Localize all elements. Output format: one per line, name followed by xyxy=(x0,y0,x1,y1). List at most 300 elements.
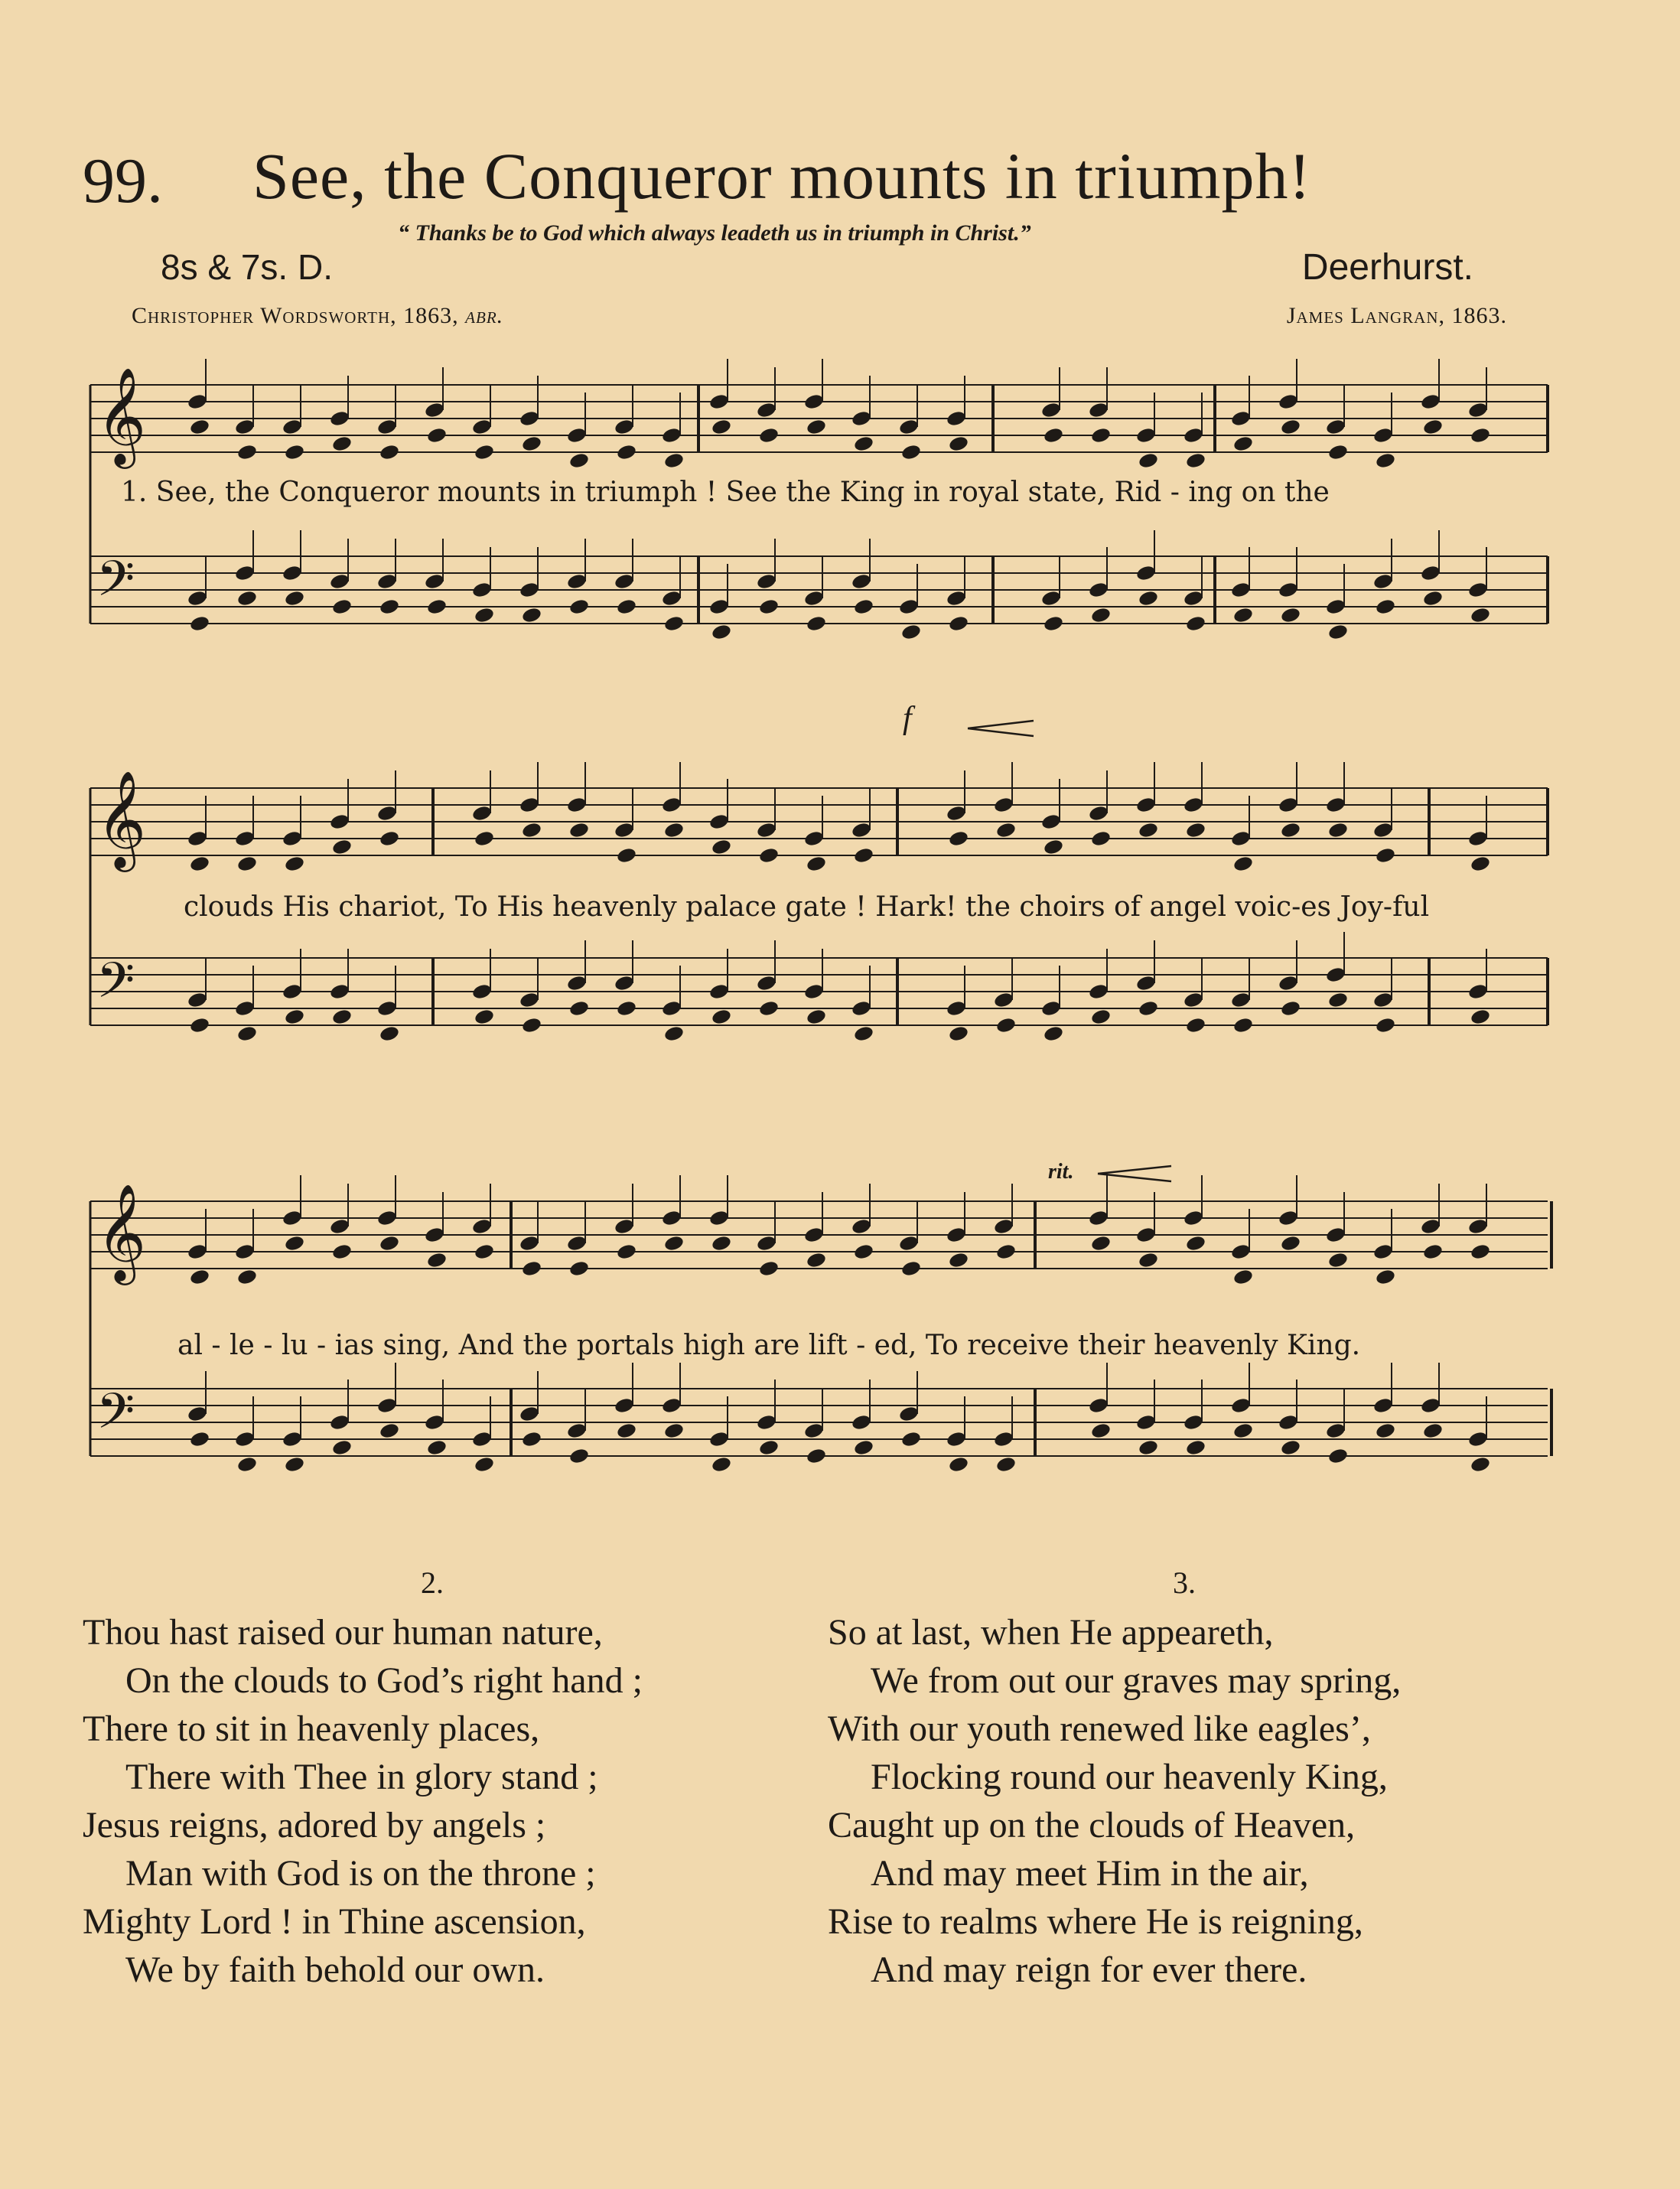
note-head xyxy=(756,1234,777,1252)
note-head xyxy=(236,1268,258,1285)
note-head xyxy=(471,804,493,822)
staff-system-1-graphic xyxy=(83,356,1567,662)
note-head xyxy=(708,598,730,615)
author-abbreviation: abr. xyxy=(465,303,504,328)
note-head xyxy=(187,1243,208,1260)
note-head xyxy=(614,572,635,590)
music-system-2 xyxy=(83,701,1567,1071)
note-head xyxy=(471,1217,493,1235)
note-head xyxy=(331,1243,353,1260)
note-head xyxy=(946,1430,967,1448)
music-system-3 xyxy=(83,1160,1567,1530)
note-head xyxy=(663,614,685,632)
note-head xyxy=(1232,606,1254,624)
note-head xyxy=(806,1251,827,1269)
note-head xyxy=(474,1008,495,1025)
note-head xyxy=(1375,598,1396,615)
note-head xyxy=(566,1234,588,1252)
note-head xyxy=(1422,1243,1444,1260)
note-head xyxy=(614,974,635,992)
note-head xyxy=(282,1209,303,1226)
note-head xyxy=(521,435,542,452)
note-head xyxy=(661,426,682,444)
note-head xyxy=(614,1396,635,1414)
verse-3-line: So at last, when He appeareth, xyxy=(828,1612,1274,1653)
note-head xyxy=(189,1016,210,1034)
note-head xyxy=(756,401,777,419)
note-head xyxy=(568,598,590,615)
note-head xyxy=(1467,1217,1489,1235)
note-head xyxy=(900,1430,922,1448)
note-head xyxy=(1043,426,1064,444)
note-head xyxy=(521,1016,542,1034)
note-head xyxy=(1183,1413,1204,1431)
note-head xyxy=(1375,846,1396,864)
note-head xyxy=(566,796,588,813)
note-head xyxy=(1040,589,1062,607)
bass-clef: 𝄢 xyxy=(96,1383,135,1452)
note-head xyxy=(1375,1016,1396,1034)
note-head xyxy=(331,838,353,855)
note-head xyxy=(1325,1422,1346,1439)
note-head xyxy=(851,1217,872,1235)
note-head xyxy=(187,1405,208,1422)
note-head xyxy=(519,991,540,1008)
note-head xyxy=(1185,1438,1206,1456)
note-head xyxy=(1135,426,1157,444)
note-head xyxy=(1230,409,1252,427)
note-head xyxy=(189,614,210,632)
note-head xyxy=(1278,1413,1299,1431)
verse-2-line: Jesus reigns, adored by angels ; xyxy=(83,1805,546,1845)
note-head xyxy=(1090,606,1112,624)
note-head xyxy=(851,821,872,839)
note-head xyxy=(1135,796,1157,813)
note-head xyxy=(1467,829,1489,847)
note-head xyxy=(234,1243,256,1260)
note-head xyxy=(806,614,827,632)
note-head xyxy=(236,1024,258,1042)
note-head xyxy=(189,418,210,435)
note-head xyxy=(1138,451,1159,469)
note-head xyxy=(282,1430,303,1448)
note-head xyxy=(1280,821,1301,839)
note-head xyxy=(1470,426,1491,444)
note-head xyxy=(995,1455,1017,1473)
note-head xyxy=(948,1251,969,1269)
note-head xyxy=(900,623,922,640)
note-head xyxy=(708,982,730,1000)
note-head xyxy=(1280,1234,1301,1252)
note-head xyxy=(616,443,637,461)
note-head xyxy=(1278,974,1299,992)
note-head xyxy=(1280,418,1301,435)
note-head xyxy=(376,418,398,435)
verse-3 xyxy=(828,1608,1401,1994)
note-head xyxy=(948,435,969,452)
note-head xyxy=(663,451,685,469)
note-head xyxy=(379,443,400,461)
note-head xyxy=(1135,564,1157,581)
note-head xyxy=(1422,418,1444,435)
note-head xyxy=(189,855,210,872)
verse-2-line: There to sit in heavenly places, xyxy=(83,1709,540,1749)
note-head xyxy=(1230,1243,1252,1260)
note-head xyxy=(1327,443,1349,461)
note-head xyxy=(521,1430,542,1448)
note-head xyxy=(995,821,1017,839)
note-head xyxy=(379,1234,400,1252)
note-head xyxy=(1043,614,1064,632)
note-head xyxy=(474,1455,495,1473)
note-head xyxy=(284,855,305,872)
note-head xyxy=(1470,1008,1491,1025)
note-head xyxy=(284,1008,305,1025)
note-head xyxy=(1040,401,1062,419)
note-head xyxy=(331,598,353,615)
author-credit xyxy=(132,303,503,329)
ritardando-marking: rit. xyxy=(1048,1160,1074,1184)
note-head xyxy=(898,418,920,435)
note-head xyxy=(708,813,730,830)
note-head xyxy=(1375,451,1396,469)
note-head xyxy=(566,1422,588,1439)
note-head xyxy=(471,1430,493,1448)
note-head xyxy=(1088,804,1109,822)
note-head xyxy=(1183,796,1204,813)
note-head xyxy=(1372,426,1394,444)
note-head xyxy=(1230,991,1252,1008)
note-head xyxy=(1278,393,1299,410)
note-head xyxy=(1040,813,1062,830)
note-head xyxy=(1375,1422,1396,1439)
note-head xyxy=(948,1455,969,1473)
note-head xyxy=(898,1405,920,1422)
note-head xyxy=(234,999,256,1017)
verse-3-line: We from out our graves may spring, xyxy=(871,1660,1402,1701)
note-head xyxy=(1185,451,1206,469)
note-head xyxy=(1467,982,1489,1000)
verse-3-line: With our youth renewed like eagles’, xyxy=(828,1709,1371,1749)
note-head xyxy=(711,418,732,435)
note-head xyxy=(853,598,874,615)
note-head xyxy=(853,846,874,864)
note-head xyxy=(1420,1217,1441,1235)
note-head xyxy=(1327,1251,1349,1269)
note-head xyxy=(946,999,967,1017)
note-head xyxy=(1278,796,1299,813)
note-head xyxy=(189,1268,210,1285)
note-head xyxy=(1470,1455,1491,1473)
verse-2-number: 2. xyxy=(421,1565,444,1600)
note-head xyxy=(995,1243,1017,1260)
author-name: Christopher Wordsworth, 1863, xyxy=(132,303,459,328)
note-head xyxy=(1372,821,1394,839)
note-head xyxy=(1138,589,1159,607)
note-head xyxy=(1280,606,1301,624)
note-head xyxy=(993,1217,1014,1235)
note-head xyxy=(853,1243,874,1260)
lyric-line-2: clouds His chariot, To His heavenly palace gate ! Hark! the choirs of angel voic-es Joy-ful xyxy=(184,891,1430,923)
note-head xyxy=(756,572,777,590)
note-head xyxy=(187,393,208,410)
verse-2 xyxy=(83,1608,643,1994)
note-head xyxy=(568,999,590,1017)
composer-credit: James Langran, 1863. xyxy=(1286,303,1507,328)
note-head xyxy=(1183,426,1204,444)
note-head xyxy=(1327,623,1349,640)
note-head xyxy=(471,418,493,435)
note-head xyxy=(756,1413,777,1431)
note-head xyxy=(711,838,732,855)
note-head xyxy=(379,829,400,847)
note-head xyxy=(331,1438,353,1456)
note-head xyxy=(379,1024,400,1042)
note-head xyxy=(284,1455,305,1473)
diminuendo-hairpin xyxy=(1096,1165,1173,1183)
note-head xyxy=(1230,829,1252,847)
note-head xyxy=(803,982,825,1000)
note-head xyxy=(756,821,777,839)
note-head xyxy=(282,564,303,581)
verse-3-line: And may reign for ever there. xyxy=(871,1950,1307,1990)
note-head xyxy=(424,1413,445,1431)
note-head xyxy=(663,1234,685,1252)
note-head xyxy=(1138,1251,1159,1269)
note-head xyxy=(424,401,445,419)
note-head xyxy=(1420,1396,1441,1414)
note-head xyxy=(282,829,303,847)
verse-2-line: Mighty Lord ! in Thine ascension, xyxy=(83,1901,586,1942)
note-head xyxy=(471,581,493,598)
note-head xyxy=(376,1396,398,1414)
tune-name: Deerhurst. xyxy=(1301,247,1473,288)
note-head xyxy=(474,829,495,847)
note-head xyxy=(663,1422,685,1439)
note-head xyxy=(376,572,398,590)
note-head xyxy=(329,1217,350,1235)
note-head xyxy=(1088,1209,1109,1226)
note-head xyxy=(663,821,685,839)
note-head xyxy=(1232,435,1254,452)
epigraph: “ Thanks be to God which always leadeth us in triumph in Christ.” xyxy=(398,220,1031,246)
note-head xyxy=(948,614,969,632)
note-head xyxy=(519,796,540,813)
note-head xyxy=(1325,796,1346,813)
note-head xyxy=(1372,1396,1394,1414)
note-head xyxy=(329,409,350,427)
note-head xyxy=(426,1438,448,1456)
note-head xyxy=(853,435,874,452)
note-head xyxy=(756,974,777,992)
note-head xyxy=(900,443,922,461)
note-head xyxy=(758,999,780,1017)
note-head xyxy=(1232,855,1254,872)
note-head xyxy=(329,1413,350,1431)
verse-2-line: On the clouds to God’s right hand ; xyxy=(125,1660,643,1701)
note-head xyxy=(1185,821,1206,839)
note-head xyxy=(1470,606,1491,624)
note-head xyxy=(616,1243,637,1260)
note-head xyxy=(806,418,827,435)
note-head xyxy=(898,598,920,615)
note-head xyxy=(616,999,637,1017)
note-head xyxy=(284,1234,305,1252)
note-head xyxy=(1325,966,1346,983)
note-head xyxy=(331,435,353,452)
note-head xyxy=(946,804,967,822)
note-head xyxy=(282,418,303,435)
note-head xyxy=(851,999,872,1017)
note-head xyxy=(1230,1396,1252,1414)
note-head xyxy=(1327,991,1349,1008)
note-head xyxy=(376,1209,398,1226)
note-head xyxy=(1230,581,1252,598)
note-head xyxy=(1375,1268,1396,1285)
note-head xyxy=(1470,855,1491,872)
note-head xyxy=(1278,581,1299,598)
note-head xyxy=(282,982,303,1000)
note-head xyxy=(521,606,542,624)
note-head xyxy=(379,598,400,615)
note-head xyxy=(568,821,590,839)
note-head xyxy=(803,589,825,607)
note-head xyxy=(1422,589,1444,607)
note-head xyxy=(1183,1209,1204,1226)
note-head xyxy=(1278,1209,1299,1226)
note-head xyxy=(803,393,825,410)
note-head xyxy=(1138,821,1159,839)
note-head xyxy=(711,1008,732,1025)
note-head xyxy=(1090,1234,1112,1252)
note-head xyxy=(1467,581,1489,598)
note-head xyxy=(1138,1438,1159,1456)
note-head xyxy=(236,443,258,461)
note-head xyxy=(946,1226,967,1243)
note-head xyxy=(1185,614,1206,632)
note-head xyxy=(708,1430,730,1448)
verse-3-number: 3. xyxy=(1173,1565,1196,1600)
note-head xyxy=(1470,1243,1491,1260)
treble-clef: 𝄞 xyxy=(96,366,147,464)
note-head xyxy=(1327,821,1349,839)
hymn-number: 99. xyxy=(83,145,163,217)
note-head xyxy=(1088,1396,1109,1414)
note-head xyxy=(1325,1226,1346,1243)
note-head xyxy=(187,829,208,847)
treble-clef: 𝄞 xyxy=(96,1183,147,1281)
note-head xyxy=(566,426,588,444)
note-head xyxy=(1043,838,1064,855)
note-head xyxy=(995,1016,1017,1034)
note-head xyxy=(329,982,350,1000)
note-head xyxy=(1232,1016,1254,1034)
note-head xyxy=(1088,581,1109,598)
note-head xyxy=(614,821,635,839)
note-head xyxy=(948,829,969,847)
note-head xyxy=(1135,1413,1157,1431)
note-head xyxy=(284,443,305,461)
music-system-1 xyxy=(83,356,1567,662)
note-head xyxy=(946,409,967,427)
verse-2-line: We by faith behold our own. xyxy=(125,1950,545,1990)
note-head xyxy=(376,999,398,1017)
note-head xyxy=(758,1259,780,1277)
note-head xyxy=(1090,426,1112,444)
note-head xyxy=(234,564,256,581)
note-head xyxy=(614,1217,635,1235)
note-head xyxy=(661,1396,682,1414)
verse-3-line: Flocking round our heavenly King, xyxy=(871,1757,1388,1797)
note-head xyxy=(616,598,637,615)
note-head xyxy=(1325,598,1346,615)
note-head xyxy=(758,426,780,444)
note-head xyxy=(806,1447,827,1464)
verse-3-line: Caught up on the clouds of Heaven, xyxy=(828,1805,1356,1845)
note-head xyxy=(1325,418,1346,435)
note-head xyxy=(474,1243,495,1260)
hymn-title: See, the Conqueror mounts in triumph! xyxy=(252,139,1312,213)
note-head xyxy=(1280,999,1301,1017)
note-head xyxy=(424,572,445,590)
bass-clef: 𝄢 xyxy=(96,551,135,620)
note-head xyxy=(993,1430,1014,1448)
note-head xyxy=(851,409,872,427)
note-head xyxy=(1232,1268,1254,1285)
note-head xyxy=(661,1209,682,1226)
note-head xyxy=(568,1447,590,1464)
note-head xyxy=(851,572,872,590)
note-head xyxy=(803,1226,825,1243)
note-head xyxy=(614,418,635,435)
note-head xyxy=(1185,1234,1206,1252)
note-head xyxy=(379,1422,400,1439)
verse-3-line: Rise to realms where He is reigning, xyxy=(828,1901,1363,1942)
note-head xyxy=(758,598,780,615)
note-head xyxy=(187,991,208,1008)
note-head xyxy=(331,1008,353,1025)
note-head xyxy=(1043,1024,1064,1042)
note-head xyxy=(661,999,682,1017)
note-head xyxy=(1135,974,1157,992)
note-head xyxy=(566,572,588,590)
lyric-line-1: 1. See, the Conqueror mounts in triumph ! See the King in royal state, Rid - ing on the xyxy=(121,477,1330,508)
note-head xyxy=(236,1455,258,1473)
note-head xyxy=(1183,991,1204,1008)
note-head xyxy=(711,623,732,640)
note-head xyxy=(1090,1008,1112,1025)
note-head xyxy=(329,572,350,590)
note-head xyxy=(711,1455,732,1473)
note-head xyxy=(853,1438,874,1456)
note-head xyxy=(234,1430,256,1448)
verse-2-line: Thou hast raised our human nature, xyxy=(83,1612,603,1653)
verse-2-line: Man with God is on the throne ; xyxy=(125,1853,596,1894)
note-head xyxy=(1327,1447,1349,1464)
note-head xyxy=(568,451,590,469)
note-head xyxy=(519,581,540,598)
verse-2-line: There with Thee in glory stand ; xyxy=(125,1757,598,1797)
note-head xyxy=(993,991,1014,1008)
note-head xyxy=(189,1430,210,1448)
note-head xyxy=(376,804,398,822)
note-head xyxy=(1185,1016,1206,1034)
note-head xyxy=(1372,1243,1394,1260)
verse-3-line: And may meet Him in the air, xyxy=(871,1853,1309,1894)
note-head xyxy=(758,1438,780,1456)
note-head xyxy=(471,982,493,1000)
note-head xyxy=(758,846,780,864)
